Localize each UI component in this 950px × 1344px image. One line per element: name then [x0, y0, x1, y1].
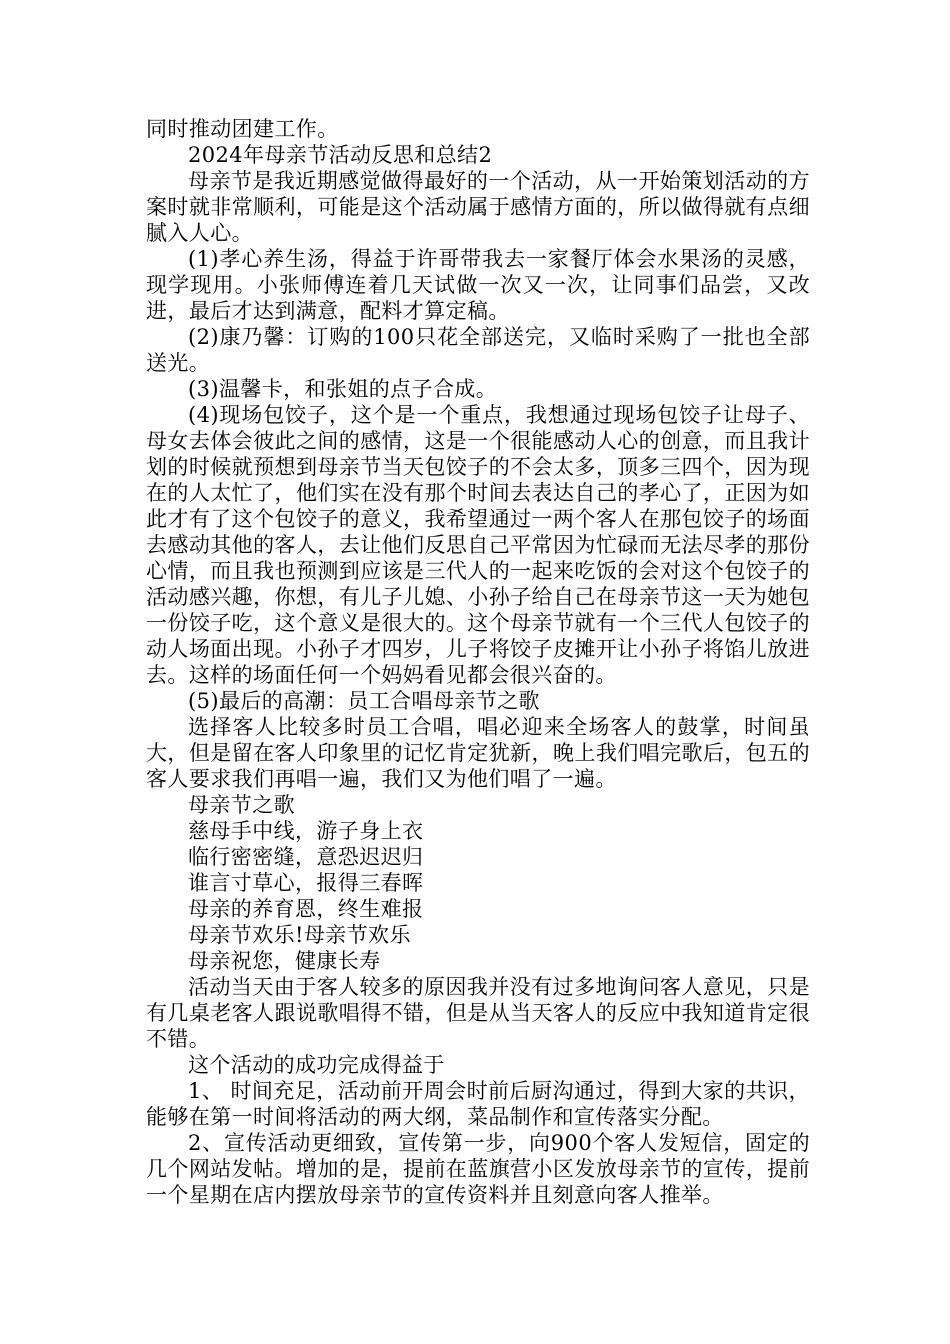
- song-line: 谁言寸草心，报得三春晖: [188, 871, 424, 895]
- song-line: 母亲祝您，健康长寿: [188, 949, 381, 973]
- song-line: 母亲的养育恩，终生难报: [188, 897, 424, 921]
- paragraph-intro: 母亲节是我近期感觉做得最好的一个活动，从一开始策划活动的方案时就非常顺利，可能是这个活动属于感情方面的，所以做得就有点细腻入人心。: [146, 169, 810, 245]
- paragraph-item-3: (3)温馨卡，和张姐的点子合成。: [188, 377, 498, 401]
- paragraph-item-5: (5)最后的高潮：员工合唱母亲节之歌: [188, 689, 540, 713]
- document-body: [146, 116, 810, 1208]
- paragraph-success-2: 2、宣传活动更细致，宣传第一步，向900个客人发短信，固定的几个网站发帖。增加的是，提前在蓝旗营小区发放母亲节的宣传，提前一个星期在店内摆放母亲节的宣传资料并且刻意向客人推举。: [146, 1131, 810, 1207]
- paragraph-chorus: 选择客人比较多时员工合唱，唱必迎来全场客人的鼓掌，时间虽大，但是留在客人印象里的记忆肯定犹新，晚上我们唱完歌后，包五的客人要求我们再唱一遍，我们又为他们唱了一遍。: [146, 715, 810, 791]
- paragraph-continuation: 同时推动团建工作。: [146, 117, 339, 141]
- paragraph-item-1: (1)孝心养生汤，得益于许哥带我去一家餐厅体会水果汤的灵感，现学现用。小张师傅连着几天试做一次又一次，让同事们品尝，又改进，最后才达到满意，配料才算定稿。: [146, 247, 810, 323]
- paragraph-feedback: 活动当天由于客人较多的原因我并没有过多地询问客人意见，只是有几桌老客人跟说歌唱得不错，但是从当天客人的反应中我知道肯定很不错。: [146, 975, 810, 1051]
- paragraph-item-4: (4)现场包饺子，这个是一个重点，我想通过现场包饺子让母子、母女去体会彼此之间的感情，这是一个很能感动人心的创意，而且我计划的时候就预想到母亲节当天包饺子的不会太多，顶多三四个，因为现在的人太忙了，他们实在没有那个时间去表达自己的孝心了，正因为如此才有了这个包饺子的意义，我希望通过一两个客人在那包饺子的场面去感动其他的客人，去让他们反思自己平常因为忙碌而无法尽孝的那份心情，而且我也预测到应该是三代人的一起来吃饭的会对这个包饺子的活动感兴趣，你想，有儿子儿媳、小孙子给自己在母亲节这一天为她包一份饺子吃，这个意义是很大的。这个母亲节就有一个三代人包饺子的动人场面出现。小孙子才四岁，儿子将饺子皮摊开让小孙子将馅儿放进去。这样的场面任何一个妈妈看见都会很兴奋的。: [146, 403, 810, 687]
- paragraph-success-1: 1、 时间充足，活动前开周会时前后厨沟通过，得到大家的共识，能够在第一时间将活动的两大纲，菜品制作和宣传落实分配。: [146, 1079, 810, 1129]
- song-line: 母亲节欢乐!母亲节欢乐: [188, 923, 411, 947]
- song-title: 母亲节之歌: [188, 793, 295, 817]
- song-line: 临行密密缝，意恐迟迟归: [188, 845, 424, 869]
- song-line: 慈母手中线，游子身上衣: [188, 819, 424, 843]
- paragraph-item-2: (2)康乃馨：订购的100只花全部送完，又临时采购了一批也全部送光。: [146, 325, 810, 375]
- paragraph-success-intro: 这个活动的成功完成得益于: [188, 1053, 445, 1077]
- section-heading: 2024年母亲节活动反思和总结2: [188, 143, 493, 167]
